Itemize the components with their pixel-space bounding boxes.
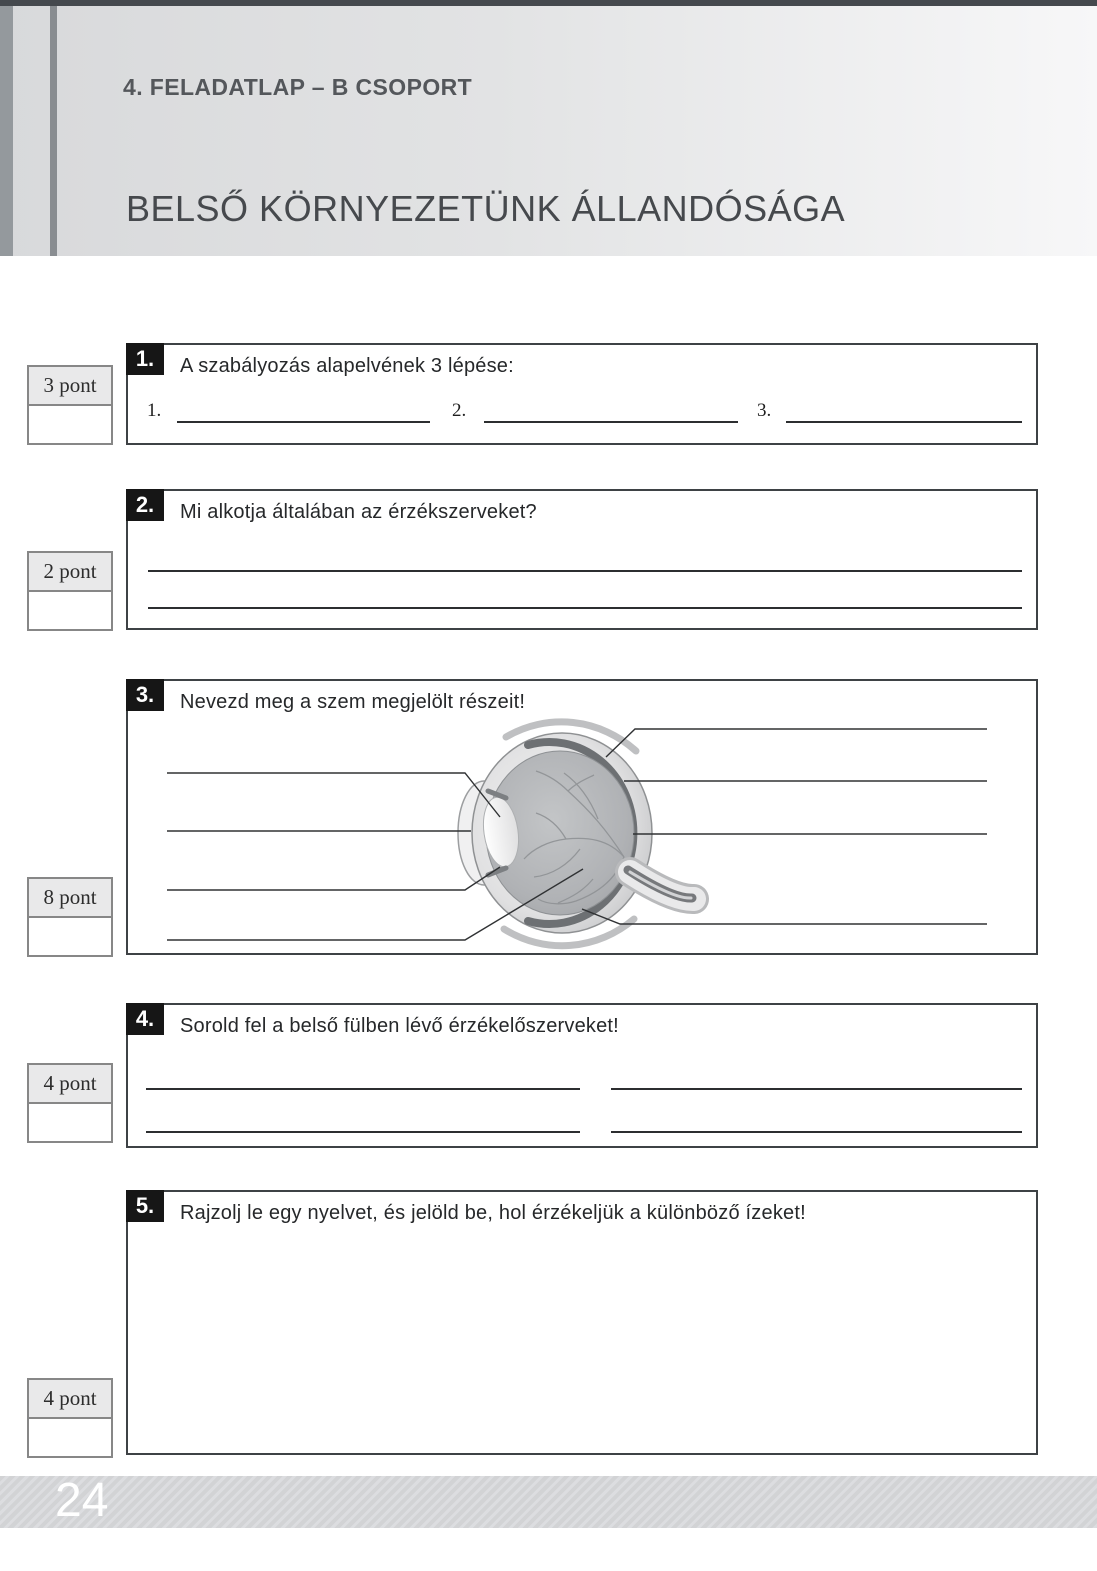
points-box-q2 [27,551,113,631]
question-number-5: 5. [126,1190,164,1222]
question-box-3 [126,679,1038,955]
question-box-5 [126,1190,1038,1455]
points-box-q3 [27,877,113,957]
page-number: 24 [55,1474,109,1527]
score-cell-q5 [29,1419,111,1456]
question-number-3: 3. [126,679,164,711]
question-box-1 [126,343,1038,445]
score-cell-q2 [29,592,111,629]
question-number-2: 2. [126,489,164,521]
answer-line [146,1131,580,1133]
answer-line [611,1088,1022,1090]
score-cell-q4 [29,1104,111,1141]
eye-diagram [128,681,1036,953]
score-cell-q3 [29,918,111,955]
question-box-2 [126,489,1038,630]
points-label-q4: 4 pont [29,1065,111,1104]
answer-line [611,1131,1022,1133]
footer-stripe-bar [0,1476,1097,1528]
question-number-4: 4. [126,1003,164,1035]
worksheet-label: 4. FELADATLAP – B CSOPORT [123,74,473,100]
question-text-3: Nevezd meg a szem megjelölt részeit! [180,691,526,713]
points-box-q5 [27,1378,113,1458]
question-text-4: Sorold fel a belső fülben lévő érzékelőszerveket! [180,1015,619,1037]
question-text-1: A szabályozás alapelvének 3 lépése: [180,355,514,377]
answer-line [148,607,1022,609]
answer-line [786,421,1022,423]
points-label-q5: 4 pont [29,1380,111,1419]
answer-line [146,1088,580,1090]
points-box-q4 [27,1063,113,1143]
blank-label-2: 2. [452,400,467,421]
points-box-q1 [27,365,113,445]
points-label-q2: 2 pont [29,553,111,592]
drawing-area [130,1242,1034,1451]
score-cell-q1 [29,406,111,443]
blank-label-3: 3. [757,400,772,421]
question-box-4 [126,1003,1038,1148]
question-text-5: Rajzolj le egy nyelvet, és jelöld be, hol érzékeljük a különböző ízeket! [180,1202,806,1224]
left-accent-bar-inner [50,6,57,256]
answer-line [484,421,738,423]
optic-nerve [628,870,694,899]
points-label-q1: 3 pont [29,367,111,406]
answer-line [148,570,1022,572]
answer-line [177,421,430,423]
question-number-1: 1. [126,343,164,375]
question-text-2: Mi alkotja általában az érzékszerveket? [180,501,537,523]
page-title: BELSŐ KÖRNYEZETÜNK ÁLLANDÓSÁGA [126,188,846,229]
blank-label-1: 1. [147,400,162,421]
left-accent-bar [0,6,13,256]
points-label-q3: 8 pont [29,879,111,918]
